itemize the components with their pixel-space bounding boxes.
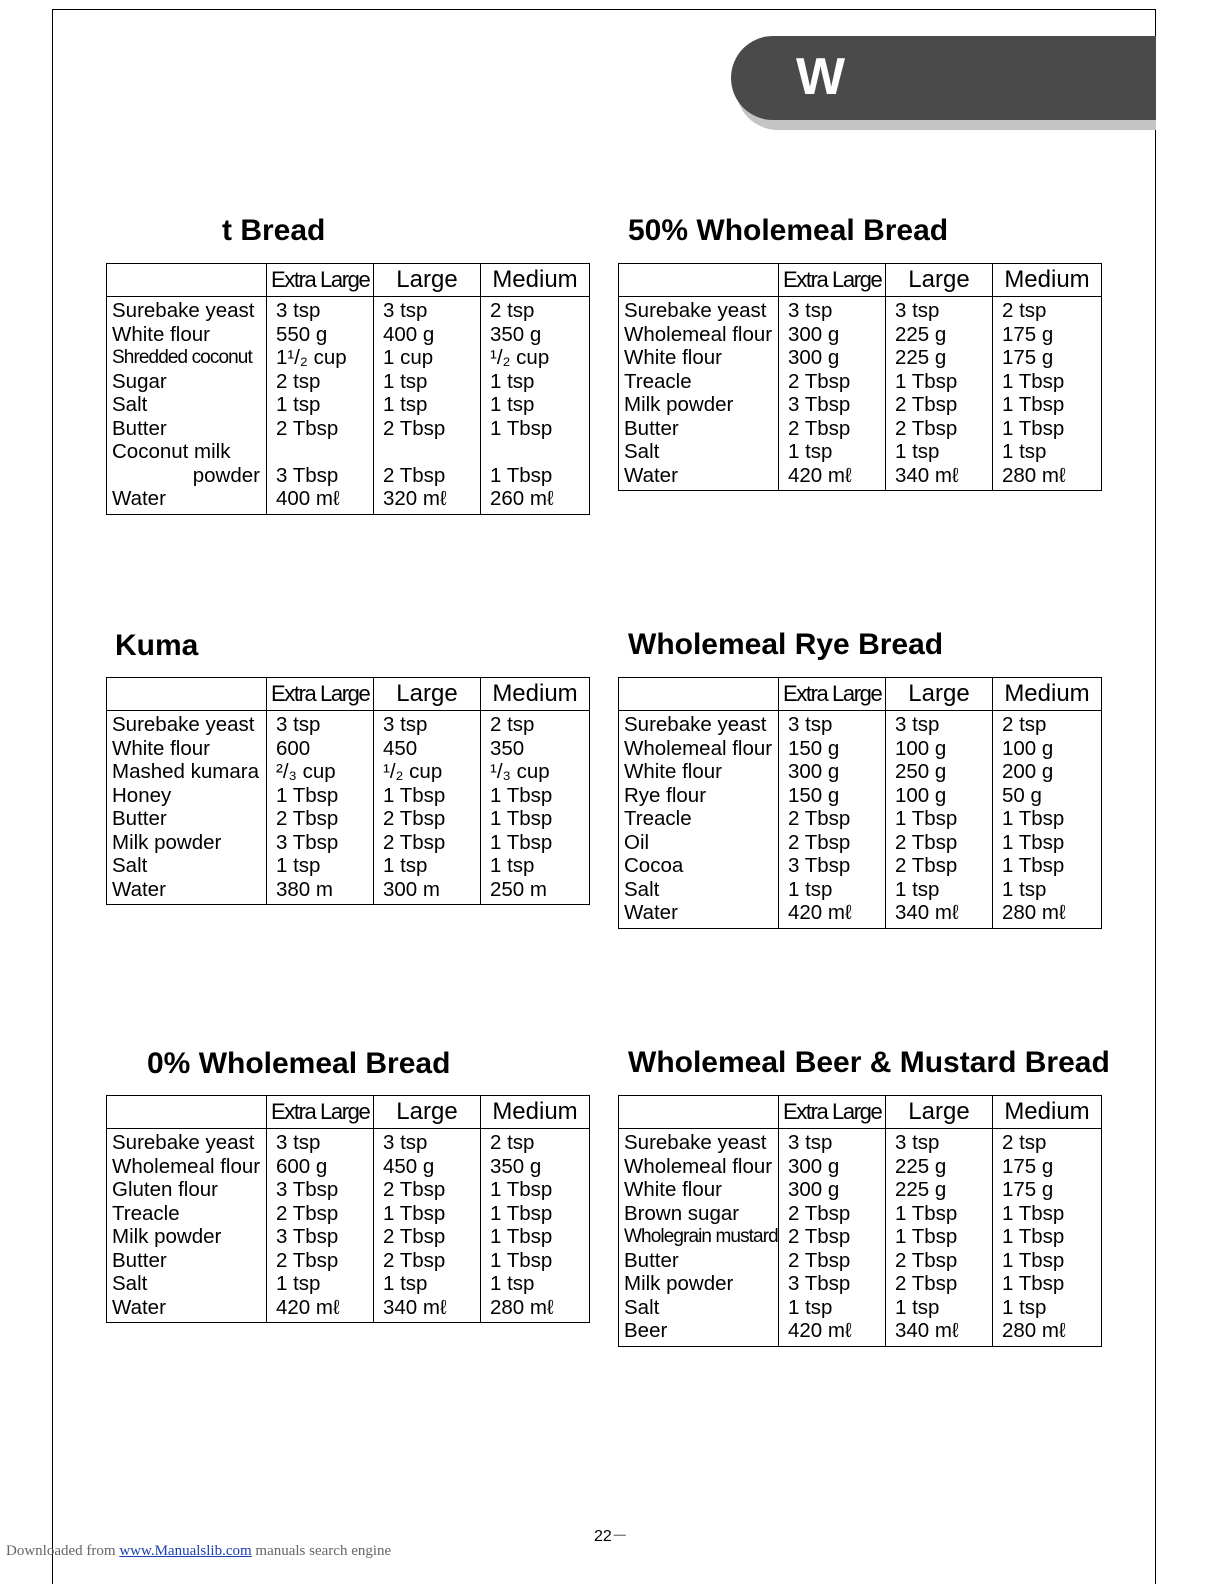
large-amount-cell: 3 tsp: [886, 1129, 993, 1155]
ingredient-cell: Treacle: [619, 370, 779, 394]
ingredient-cell: Wholemeal flour: [107, 1155, 267, 1179]
ingredient-cell: White flour: [619, 760, 779, 784]
large-amount-cell: 1 tsp: [886, 878, 993, 902]
extra-large-amount-cell: 3 Tbsp: [779, 1272, 886, 1296]
extra-large-amount-cell: 3 tsp: [267, 1129, 374, 1155]
large-amount-cell: 340 mℓ: [886, 464, 993, 491]
large-amount-cell: 1 Tbsp: [886, 807, 993, 831]
ingredient-cell: White flour: [619, 346, 779, 370]
extra-large-amount-cell: 150 g: [779, 784, 886, 808]
column-header-large: Large: [374, 678, 481, 711]
large-amount-cell: ¹/₂ cup: [374, 760, 481, 784]
large-amount-cell: 225 g: [886, 346, 993, 370]
ingredient-cell: White flour: [619, 1178, 779, 1202]
large-amount-cell: 1 Tbsp: [886, 1202, 993, 1226]
column-header-large: Large: [886, 1096, 993, 1129]
large-amount-cell: 450 g: [374, 1155, 481, 1179]
ingredient-cell: Wholemeal flour: [619, 323, 779, 347]
section-tab-letter: W: [796, 48, 846, 106]
column-header-extra-large: Extra Large: [779, 1096, 886, 1129]
recipe-title: Wholemeal Rye Bread: [628, 628, 944, 661]
medium-amount-cell: 175 g: [993, 1178, 1102, 1202]
table-row: [107, 831, 590, 855]
large-amount-cell: 2 Tbsp: [886, 854, 993, 878]
medium-amount-cell: 260 mℓ: [481, 487, 590, 514]
column-header-large: Large: [886, 678, 993, 711]
extra-large-amount-cell: 2 Tbsp: [779, 417, 886, 441]
large-amount-cell: 3 tsp: [886, 711, 993, 737]
ingredient-cell: Water: [619, 901, 779, 928]
large-amount-cell: 250 g: [886, 760, 993, 784]
table-row: [107, 370, 590, 394]
extra-large-amount-cell: 3 tsp: [779, 297, 886, 323]
table-row: [619, 737, 1102, 761]
ingredient-cell: Surebake yeast: [107, 297, 267, 323]
table-row: [619, 417, 1102, 441]
table-row: [619, 1249, 1102, 1273]
column-header-extra-large: Extra Large: [267, 1096, 374, 1129]
medium-amount-cell: 2 tsp: [993, 711, 1102, 737]
ingredient-cell: Shredded coconut: [107, 346, 267, 370]
extra-large-amount-cell: 600: [267, 737, 374, 761]
large-amount-cell: 1 tsp: [374, 854, 481, 878]
ingredient-cell: Water: [107, 878, 267, 905]
table-row: [619, 1296, 1102, 1320]
medium-amount-cell: 1 Tbsp: [993, 807, 1102, 831]
medium-amount-cell: 2 tsp: [993, 1129, 1102, 1155]
medium-amount-cell: 175 g: [993, 346, 1102, 370]
table-row: [107, 464, 590, 488]
extra-large-amount-cell: 600 g: [267, 1155, 374, 1179]
extra-large-amount-cell: 420 mℓ: [267, 1296, 374, 1323]
table-row: [619, 784, 1102, 808]
column-header-extra-large: Extra Large: [267, 678, 374, 711]
column-header-medium: Medium: [993, 1096, 1102, 1129]
large-amount-cell: 1 tsp: [374, 370, 481, 394]
header-blank-cell: [107, 1096, 267, 1129]
footer-link[interactable]: www.Manualslib.com: [119, 1543, 252, 1559]
medium-amount-cell: 1 Tbsp: [481, 1178, 590, 1202]
extra-large-amount-cell: 2 Tbsp: [779, 370, 886, 394]
extra-large-amount-cell: 300 g: [779, 323, 886, 347]
page-number: 22－: [594, 1528, 628, 1545]
ingredient-cell: Water: [107, 487, 267, 514]
medium-amount-cell: 280 mℓ: [481, 1296, 590, 1323]
header-blank-cell: [619, 678, 779, 711]
medium-amount-cell: 280 mℓ: [993, 464, 1102, 491]
table-row: [619, 760, 1102, 784]
extra-large-amount-cell: 1 tsp: [779, 878, 886, 902]
large-amount-cell: 100 g: [886, 737, 993, 761]
medium-amount-cell: 280 mℓ: [993, 901, 1102, 928]
extra-large-amount-cell: 3 tsp: [779, 1129, 886, 1155]
table-row: [619, 711, 1102, 737]
table-row: [619, 440, 1102, 464]
medium-amount-cell: 1 Tbsp: [993, 370, 1102, 394]
ingredient-cell: White flour: [107, 323, 267, 347]
extra-large-amount-cell: 2 Tbsp: [779, 807, 886, 831]
extra-large-amount-cell: 300 g: [779, 346, 886, 370]
recipe-table: [106, 1095, 590, 1323]
table-row: [107, 1129, 590, 1155]
extra-large-amount-cell: 2 Tbsp: [267, 1249, 374, 1273]
column-header-extra-large: Extra Large: [779, 264, 886, 297]
extra-large-amount-cell: 380 m: [267, 878, 374, 905]
table-row: [107, 417, 590, 441]
table-row: [619, 854, 1102, 878]
extra-large-amount-cell: 420 mℓ: [779, 901, 886, 928]
extra-large-amount-cell: 400 mℓ: [267, 487, 374, 514]
large-amount-cell: 225 g: [886, 1155, 993, 1179]
extra-large-amount-cell: 1¹/₂ cup: [267, 346, 374, 370]
ingredient-cell: Butter: [107, 417, 267, 441]
table-row: [619, 1178, 1102, 1202]
column-header-large: Large: [886, 264, 993, 297]
medium-amount-cell: 2 tsp: [481, 297, 590, 323]
medium-amount-cell: 100 g: [993, 737, 1102, 761]
column-header-large: Large: [374, 264, 481, 297]
large-amount-cell: 3 tsp: [374, 297, 481, 323]
medium-amount-cell: ¹/₂ cup: [481, 346, 590, 370]
extra-large-amount-cell: 1 tsp: [267, 393, 374, 417]
medium-amount-cell: 350 g: [481, 1155, 590, 1179]
large-amount-cell: 2 Tbsp: [886, 1249, 993, 1273]
table-row: [107, 297, 590, 323]
large-amount-cell: 2 Tbsp: [374, 1249, 481, 1273]
recipe-title: 50% Wholemeal Bread: [628, 214, 949, 247]
medium-amount-cell: 1 tsp: [481, 393, 590, 417]
medium-amount-cell: 1 Tbsp: [481, 1249, 590, 1273]
medium-amount-cell: [481, 440, 590, 464]
extra-large-amount-cell: 1 tsp: [779, 1296, 886, 1320]
ingredient-cell: Surebake yeast: [619, 297, 779, 323]
table-row: [619, 1272, 1102, 1296]
table-row: [619, 1319, 1102, 1346]
medium-amount-cell: 2 tsp: [993, 297, 1102, 323]
ingredient-cell: Rye flour: [619, 784, 779, 808]
ingredient-cell: Oil: [619, 831, 779, 855]
ingredient-cell: Gluten flour: [107, 1178, 267, 1202]
extra-large-amount-cell: 1 tsp: [779, 440, 886, 464]
ingredient-cell: powder: [107, 464, 267, 488]
large-amount-cell: 1 Tbsp: [886, 370, 993, 394]
extra-large-amount-cell: 3 Tbsp: [267, 464, 374, 488]
medium-amount-cell: 1 tsp: [993, 878, 1102, 902]
header-blank-cell: [107, 678, 267, 711]
table-row: [107, 323, 590, 347]
recipe-title: Wholemeal Beer & Mustard Bread: [628, 1046, 1110, 1079]
medium-amount-cell: 50 g: [993, 784, 1102, 808]
recipe-title: Kuma: [115, 629, 199, 662]
extra-large-amount-cell: 3 tsp: [267, 297, 374, 323]
medium-amount-cell: 2 tsp: [481, 1129, 590, 1155]
table-row: [107, 737, 590, 761]
recipe-table: [106, 263, 590, 515]
medium-amount-cell: 1 tsp: [481, 854, 590, 878]
medium-amount-cell: 1 Tbsp: [993, 1202, 1102, 1226]
table-row: [107, 1225, 590, 1249]
table-row: [619, 1225, 1102, 1249]
large-amount-cell: 2 Tbsp: [886, 393, 993, 417]
table-row: [619, 901, 1102, 928]
large-amount-cell: 1 tsp: [886, 440, 993, 464]
ingredient-cell: Salt: [107, 854, 267, 878]
medium-amount-cell: 1 Tbsp: [993, 1272, 1102, 1296]
ingredient-cell: Wholegrain mustard: [619, 1225, 779, 1249]
ingredient-cell: Butter: [107, 1249, 267, 1273]
large-amount-cell: 2 Tbsp: [374, 417, 481, 441]
large-amount-cell: 320 mℓ: [374, 487, 481, 514]
large-amount-cell: 225 g: [886, 323, 993, 347]
ingredient-cell: Milk powder: [619, 393, 779, 417]
recipe-title: t Bread: [222, 214, 326, 247]
recipe-table: [106, 677, 590, 905]
large-amount-cell: 340 mℓ: [886, 1319, 993, 1346]
ingredient-cell: Wholemeal flour: [619, 1155, 779, 1179]
medium-amount-cell: 1 Tbsp: [481, 464, 590, 488]
medium-amount-cell: 1 Tbsp: [481, 831, 590, 855]
extra-large-amount-cell: 3 Tbsp: [779, 854, 886, 878]
column-header-extra-large: Extra Large: [267, 264, 374, 297]
section-tab: [731, 36, 1156, 120]
large-amount-cell: 225 g: [886, 1178, 993, 1202]
table-row: [107, 711, 590, 737]
table-row: [107, 346, 590, 370]
medium-amount-cell: 1 Tbsp: [993, 1225, 1102, 1249]
medium-amount-cell: 1 Tbsp: [993, 1249, 1102, 1273]
table-row: [619, 1155, 1102, 1179]
medium-amount-cell: 1 tsp: [481, 1272, 590, 1296]
ingredient-cell: Butter: [107, 807, 267, 831]
extra-large-amount-cell: 300 g: [779, 1155, 886, 1179]
large-amount-cell: 450: [374, 737, 481, 761]
medium-amount-cell: 1 Tbsp: [481, 417, 590, 441]
large-amount-cell: 2 Tbsp: [886, 831, 993, 855]
extra-large-amount-cell: 2 Tbsp: [267, 807, 374, 831]
ingredient-cell: Butter: [619, 417, 779, 441]
extra-large-amount-cell: 420 mℓ: [779, 1319, 886, 1346]
extra-large-amount-cell: 1 Tbsp: [267, 784, 374, 808]
extra-large-amount-cell: 300 g: [779, 760, 886, 784]
recipe-table: [618, 677, 1102, 929]
large-amount-cell: 2 Tbsp: [886, 417, 993, 441]
large-amount-cell: 2 Tbsp: [374, 464, 481, 488]
extra-large-amount-cell: ²/₃ cup: [267, 760, 374, 784]
ingredient-cell: Surebake yeast: [107, 711, 267, 737]
footer-prefix: Downloaded from: [6, 1543, 120, 1559]
column-header-medium: Medium: [481, 678, 590, 711]
ingredient-cell: Milk powder: [619, 1272, 779, 1296]
table-row: [619, 831, 1102, 855]
extra-large-amount-cell: 2 Tbsp: [779, 1249, 886, 1273]
medium-amount-cell: 350 g: [481, 323, 590, 347]
table-row: [107, 760, 590, 784]
extra-large-amount-cell: 2 Tbsp: [779, 1202, 886, 1226]
extra-large-amount-cell: 3 Tbsp: [267, 1225, 374, 1249]
extra-large-amount-cell: 3 tsp: [267, 711, 374, 737]
table-row: [619, 370, 1102, 394]
ingredient-cell: Honey: [107, 784, 267, 808]
large-amount-cell: 400 g: [374, 323, 481, 347]
ingredient-cell: Treacle: [107, 1202, 267, 1226]
extra-large-amount-cell: 1 tsp: [267, 854, 374, 878]
extra-large-amount-cell: [267, 440, 374, 464]
ingredient-cell: Surebake yeast: [107, 1129, 267, 1155]
large-amount-cell: 2 Tbsp: [886, 1272, 993, 1296]
ingredient-cell: Coconut milk: [107, 440, 267, 464]
table-row: [107, 878, 590, 905]
column-header-medium: Medium: [481, 264, 590, 297]
ingredient-cell: Brown sugar: [619, 1202, 779, 1226]
ingredient-cell: Milk powder: [107, 831, 267, 855]
ingredient-cell: Salt: [619, 440, 779, 464]
ingredient-cell: Beer: [619, 1319, 779, 1346]
column-header-extra-large: Extra Large: [779, 678, 886, 711]
medium-amount-cell: 200 g: [993, 760, 1102, 784]
ingredient-cell: Cocoa: [619, 854, 779, 878]
large-amount-cell: 1 tsp: [886, 1296, 993, 1320]
extra-large-amount-cell: 2 tsp: [267, 370, 374, 394]
large-amount-cell: [374, 440, 481, 464]
medium-amount-cell: 1 Tbsp: [481, 1225, 590, 1249]
table-row: [619, 807, 1102, 831]
ingredient-cell: Salt: [619, 878, 779, 902]
extra-large-amount-cell: 300 g: [779, 1178, 886, 1202]
ingredient-cell: Water: [619, 464, 779, 491]
medium-amount-cell: 1 Tbsp: [481, 784, 590, 808]
large-amount-cell: 2 Tbsp: [374, 807, 481, 831]
medium-amount-cell: 1 Tbsp: [993, 417, 1102, 441]
ingredient-cell: Surebake yeast: [619, 1129, 779, 1155]
table-row: [107, 1272, 590, 1296]
extra-large-amount-cell: 550 g: [267, 323, 374, 347]
column-header-medium: Medium: [993, 264, 1102, 297]
extra-large-amount-cell: 3 Tbsp: [779, 393, 886, 417]
ingredient-cell: Salt: [107, 393, 267, 417]
ingredient-cell: Water: [107, 1296, 267, 1323]
extra-large-amount-cell: 420 mℓ: [779, 464, 886, 491]
ingredient-cell: Wholemeal flour: [619, 737, 779, 761]
ingredient-cell: Mashed kumara: [107, 760, 267, 784]
table-row: [107, 1296, 590, 1323]
header-blank-cell: [619, 264, 779, 297]
table-row: [107, 1249, 590, 1273]
large-amount-cell: 340 mℓ: [886, 901, 993, 928]
table-row: [107, 1178, 590, 1202]
table-row: [619, 323, 1102, 347]
column-header-large: Large: [374, 1096, 481, 1129]
medium-amount-cell: 350: [481, 737, 590, 761]
large-amount-cell: 100 g: [886, 784, 993, 808]
ingredient-cell: Surebake yeast: [619, 711, 779, 737]
table-row: [619, 878, 1102, 902]
medium-amount-cell: 1 tsp: [993, 1296, 1102, 1320]
table-row: [619, 346, 1102, 370]
large-amount-cell: 2 Tbsp: [374, 831, 481, 855]
extra-large-amount-cell: 3 tsp: [779, 711, 886, 737]
table-row: [619, 393, 1102, 417]
large-amount-cell: 1 Tbsp: [886, 1225, 993, 1249]
ingredient-cell: Milk powder: [107, 1225, 267, 1249]
large-amount-cell: 3 tsp: [374, 1129, 481, 1155]
extra-large-amount-cell: 2 Tbsp: [267, 417, 374, 441]
large-amount-cell: 1 tsp: [374, 1272, 481, 1296]
footer: [6, 1542, 391, 1560]
medium-amount-cell: ¹/₃ cup: [481, 760, 590, 784]
column-header-medium: Medium: [993, 678, 1102, 711]
medium-amount-cell: 175 g: [993, 323, 1102, 347]
table-row: [619, 464, 1102, 491]
large-amount-cell: 1 Tbsp: [374, 784, 481, 808]
medium-amount-cell: 1 Tbsp: [481, 807, 590, 831]
ingredient-cell: Treacle: [619, 807, 779, 831]
large-amount-cell: 3 tsp: [374, 711, 481, 737]
recipe-table: [618, 263, 1102, 491]
table-row: [107, 487, 590, 514]
large-amount-cell: 1 cup: [374, 346, 481, 370]
table-row: [619, 1129, 1102, 1155]
extra-large-amount-cell: 2 Tbsp: [267, 1202, 374, 1226]
medium-amount-cell: 175 g: [993, 1155, 1102, 1179]
table-row: [107, 807, 590, 831]
table-row: [619, 297, 1102, 323]
medium-amount-cell: 1 Tbsp: [993, 854, 1102, 878]
large-amount-cell: 2 Tbsp: [374, 1178, 481, 1202]
footer-suffix: manuals search engine: [251, 1543, 392, 1559]
medium-amount-cell: 1 tsp: [993, 440, 1102, 464]
recipe-title: 0% Wholemeal Bread: [147, 1047, 451, 1080]
medium-amount-cell: 2 tsp: [481, 711, 590, 737]
header-blank-cell: [107, 264, 267, 297]
extra-large-amount-cell: 3 Tbsp: [267, 831, 374, 855]
large-amount-cell: 3 tsp: [886, 297, 993, 323]
medium-amount-cell: 1 Tbsp: [481, 1202, 590, 1226]
medium-amount-cell: 1 tsp: [481, 370, 590, 394]
large-amount-cell: 1 tsp: [374, 393, 481, 417]
extra-large-amount-cell: 2 Tbsp: [779, 831, 886, 855]
table-row: [107, 393, 590, 417]
medium-amount-cell: 1 Tbsp: [993, 831, 1102, 855]
extra-large-amount-cell: 2 Tbsp: [779, 1225, 886, 1249]
large-amount-cell: 300 m: [374, 878, 481, 905]
medium-amount-cell: 280 mℓ: [993, 1319, 1102, 1346]
extra-large-amount-cell: 3 Tbsp: [267, 1178, 374, 1202]
table-row: [107, 1155, 590, 1179]
large-amount-cell: 1 Tbsp: [374, 1202, 481, 1226]
table-row: [107, 854, 590, 878]
ingredient-cell: Salt: [619, 1296, 779, 1320]
table-row: [107, 1202, 590, 1226]
ingredient-cell: Butter: [619, 1249, 779, 1273]
medium-amount-cell: 250 m: [481, 878, 590, 905]
ingredient-cell: Salt: [107, 1272, 267, 1296]
ingredient-cell: Sugar: [107, 370, 267, 394]
large-amount-cell: 2 Tbsp: [374, 1225, 481, 1249]
ingredient-cell: White flour: [107, 737, 267, 761]
table-row: [107, 784, 590, 808]
large-amount-cell: 340 mℓ: [374, 1296, 481, 1323]
extra-large-amount-cell: 1 tsp: [267, 1272, 374, 1296]
table-row: [107, 440, 590, 464]
recipe-table: [618, 1095, 1102, 1347]
extra-large-amount-cell: 150 g: [779, 737, 886, 761]
medium-amount-cell: 1 Tbsp: [993, 393, 1102, 417]
header-blank-cell: [619, 1096, 779, 1129]
table-row: [619, 1202, 1102, 1226]
column-header-medium: Medium: [481, 1096, 590, 1129]
